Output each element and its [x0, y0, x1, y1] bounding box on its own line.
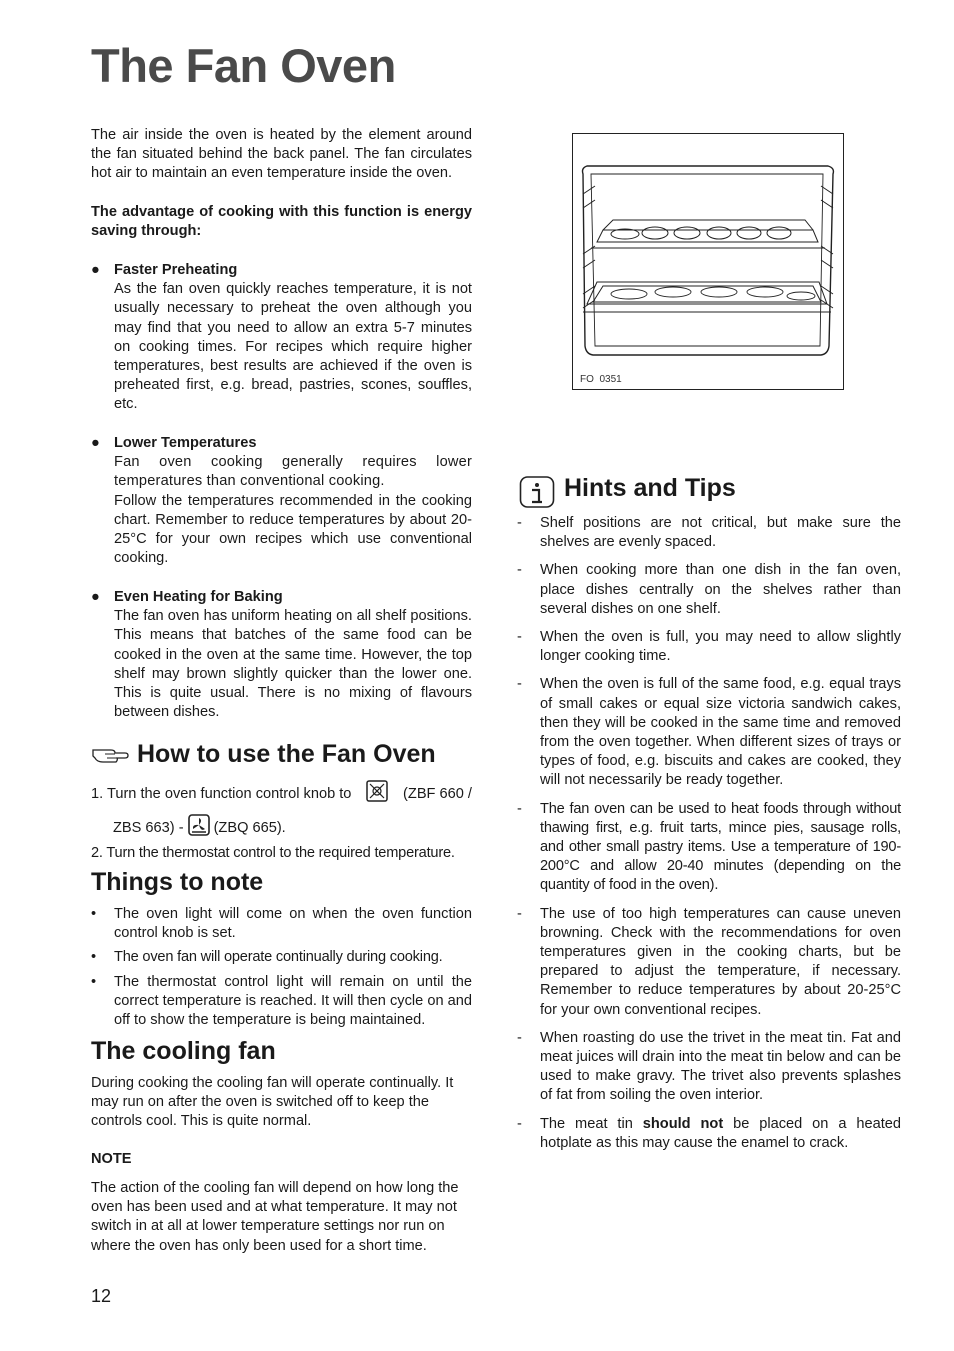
note-text: The action of the cooling fan will depend on how long the oven has been used and at what temperature. It may not switch in at all at lower temperature settings nor run on where the oven has only been used for a short time.	[91, 1180, 459, 1254]
note-label: NOTE	[91, 1151, 132, 1167]
cooling-text: During cooking the cooling fan will operate continually. It may run on after the oven is switched off to keep the controls cool. This is quite normal.	[91, 1075, 454, 1130]
list-item: • The thermostat control light will remain on until the correct temperature is reached. It will then cycle on and off to show the temperature is being maintained.	[91, 973, 472, 1029]
note-section	[91, 1179, 472, 1256]
figure-caption: FO 0351	[580, 374, 622, 385]
list-item: - Shelf positions are not critical, but make sure the shelves are evenly spaced.	[517, 515, 901, 551]
hint-last-a: The meat tin	[540, 1115, 633, 1132]
list-item: - When cooking more than one dish in the fan oven, place dishes centrally on the shelves rather than several dishes on one shelf.	[517, 562, 901, 617]
how-to-heading: How to use the Fan Oven	[137, 740, 436, 768]
list-item: - When the oven is full of the same food, e.g. equal trays of small cakes or equal size victoria sandwich cakes, then they will be cooked in the same time and removed from the oven together. When different sizes of trays or types of food, e.g. biscuits and cakes are cooked, they will not necessarily be ready together.	[517, 676, 901, 789]
bullet-text: The fan oven has uniform heating on all shelf positions. This means that batches of the same food can be cooked in the oven at the same time. However, the top shelf may brown slightly quicker than the lower one. This is quite usual. There is no mixing of flavours between dishes.	[114, 608, 472, 721]
bullet-title: Even Heating for Baking	[114, 589, 283, 605]
hint-last-bold: should not	[642, 1115, 724, 1132]
advantage-section	[91, 203, 472, 241]
pointing-hand-icon	[91, 740, 129, 771]
step-1-text-b: (ZBF 660 /	[403, 785, 472, 802]
bullet-even-heating	[91, 588, 472, 722]
list-item: - The fan oven can be used to heat foods through without thawing first, e.g. fruit tarts, mince pies, sausage rolls, and other small pastry items. Use a temperature of 190-200°C and allow 20-40 minutes (depending on the quantity of food in the oven).	[517, 800, 901, 894]
cooling-heading: The cooling fan	[91, 1037, 276, 1065]
bullet-title: Lower Temperatures	[114, 435, 257, 451]
bullet-text: As the fan oven quickly reaches temperature, it is not usually necessary to preheat the oven although you may find that you need to allow an extra 5-7 minutes on cooking times. For recipes which require higher temperatures, best results are achieved if the oven is preheated first, e.g. bread, pastries, scones, souffles, etc.	[114, 281, 472, 413]
step-1-cont	[113, 814, 472, 842]
fan-symbol-alt-icon	[188, 814, 210, 842]
info-icon	[519, 475, 555, 514]
hints-list	[517, 514, 901, 1162]
things-heading: Things to note	[91, 868, 264, 896]
list-item: • The oven light will come on when the oven function control knob is set.	[91, 906, 472, 942]
step-1-text-a: 1. Turn the oven function control knob to	[91, 785, 352, 802]
list-item: - The use of too high temperatures can cause uneven browning. Check with the recommendations for oven temperatures given in the cooking charts, but be prepared to adjust the temperature, if necessary. Remember to reduce temperatures by about 20-25°C for your own conventional recipes.	[517, 905, 901, 1018]
step-1	[91, 780, 472, 808]
step-2: 2. Turn the thermostat control to the required temperature.	[91, 845, 455, 862]
step-1-text-d: (ZBQ 665).	[213, 819, 286, 836]
list-item: - The meat tin should not be placed on a heated hotplate as this may cause the enamel to crack.	[517, 1115, 901, 1151]
intro-text: The air inside the oven is heated by the element around the fan situated behind the back panel. The fan circulates hot air to maintain an even temperature inside the oven.	[91, 127, 472, 182]
bullet-title: Faster Preheating	[114, 262, 238, 278]
how-to-steps	[91, 780, 472, 864]
advantage-text: The advantage of cooking with this function is energy saving through:	[91, 204, 472, 240]
list-item: • The oven fan will operate continually during cooking.	[91, 949, 443, 966]
hint-last-b: be placed on a heated hotplate as this may cause the enamel to crack.	[540, 1115, 901, 1151]
page-number: 12	[91, 1286, 112, 1306]
list-item: - When roasting do use the trivet in the meat tin. Fat and meat juices will drain into the meat tin below and can be used to make gravy. The trivet also prevents splashes of fat from soiling the oven interior.	[517, 1029, 901, 1104]
fan-oven-symbol-icon	[366, 780, 388, 808]
bullet-lower-temperatures	[91, 434, 472, 568]
hints-heading: Hints and Tips	[564, 474, 736, 502]
bullet-dot: ●	[91, 262, 100, 278]
intro-section	[91, 126, 472, 184]
step-1-text-c: ZBS 663) -	[113, 819, 184, 836]
things-list	[91, 905, 472, 1035]
oven-illustration	[572, 133, 844, 390]
bullet-faster-preheating	[91, 261, 472, 415]
bullet-text: Fan oven cooking generally requires lower temperatures than conventional cooking.	[114, 454, 472, 490]
bullet-dot: ●	[91, 589, 100, 605]
bullet-text-2: Follow the temperatures recommended in the cooking chart. Remember to reduce temperatures by about 20-25°C for your own recipes which use conventional cooking.	[114, 492, 472, 567]
cooling-section	[91, 1074, 472, 1132]
list-item: - When the oven is full, you may need to allow slightly longer cooking time.	[517, 629, 901, 665]
bullet-dot: ●	[91, 435, 100, 451]
page-title: The Fan Oven	[91, 39, 396, 92]
